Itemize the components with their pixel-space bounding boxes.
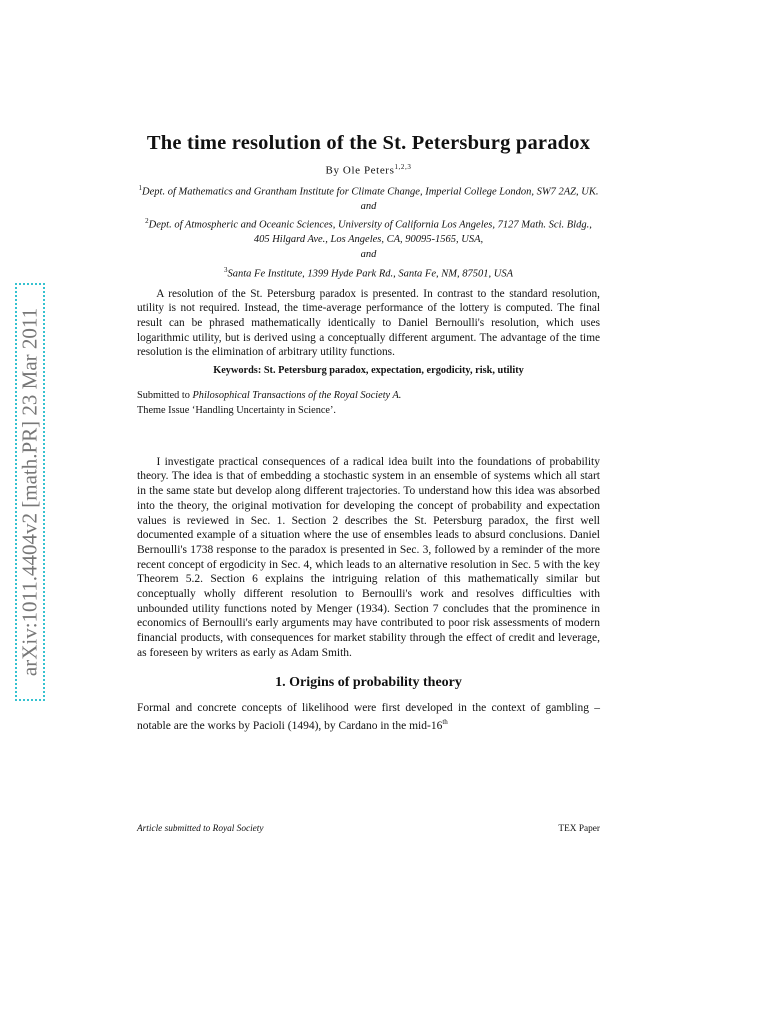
paper-title: The time resolution of the St. Petersburg paradox <box>146 132 591 154</box>
footer-article-note: Article submitted to Royal Society <box>137 824 264 834</box>
section-1-text: Formal and concrete concepts of likelihood were first developed in the context of gambling – notable are the works by Pacioli (1494), by Cardano in the mid-16th <box>137 701 600 733</box>
affiliation-separator: and <box>360 200 377 212</box>
introduction-paragraph: I investigate practical consequences of a radical idea built into the foundations of probability theory. The idea is that of embedding a stochastic system in an ensemble of systems which all start in the same state but develop along different trajectories. To understand how this idea was absorbed into the theory, the original motivation for developing the concept of probability and expectation values is reviewed in Sec. 1. Section 2 describes the St. Petersburg paradox, the first well documented example of a situation where the use of ensembles leads to absurd conclusions. Daniel Bernoulli's 1738 response to the paradox is presented in Sec. 3, followed by a reminder of the more recent concept of ergodicity in Sec. 4, which leads to an alternative resolution in Sec. 5 with the key Theorem 5.2. Section 6 explains the intriguing relation of this mathematically similar but conceptually wholly different resolution to Bernoulli's work and resolves difficulties with unbounded utility functions noted by Menger (1934). Section 7 concludes that the prominence in economics of Bernoulli's early arguments may have contributed to poor risk assessments of modern financial products, with consequences for market stability through the effect of credit and leverage, as foreseen by writers as early as Adam Smith. <box>137 455 600 659</box>
section-1-heading: 1. Origins of probability theory <box>275 674 462 690</box>
journal-name: Philosophical Transactions of the Royal Society A. <box>192 389 402 401</box>
abstract: A resolution of the St. Petersburg paradox is presented. In contrast to the standard resolution, utility is not required. Instead, the time-average performance of the lottery is computed. The final result can be phrased mathematically identically to Daniel Bernoulli's resolution, which uses logarithmic utility, but is derived using a conceptually different argument. The advantage of the time resolution is the elimination of arbitrary utility functions. <box>137 287 600 359</box>
arxiv-identifier-stamp[interactable] <box>15 283 45 701</box>
footer-tex-paper: TEX Paper <box>558 824 600 834</box>
author-line <box>137 163 600 177</box>
submission-note: Submitted to Philosophical Transactions of the Royal Society A. Theme Issue ‘Handling Uncertainty in Science’. <box>137 388 600 418</box>
author-superscript: 1,2,3 <box>394 163 412 171</box>
affiliation-1: $^1$Dept. of Mathematics and Grantham Institute for Climate Change, Imperial College London, SW7 2AZ, UK. <box>138 183 599 198</box>
affiliation-3: $^3$Santa Fe Institute, 1399 Hyde Park Rd., Santa Fe, NM, 87501, USA <box>224 265 513 280</box>
paper-page <box>137 130 600 734</box>
affiliation-2: $^2$Dept. of Atmospheric and Oceanic Sciences, University of California Los Angeles, 7127 Math. Sci. Bldg., 405 Hilgard Ave., Los Angeles, CA, 90095-1565, USA, <box>145 217 592 246</box>
keywords: Keywords: St. Petersburg paradox, expectation, ergodicity, risk, utility <box>213 364 524 376</box>
affiliation-separator: and <box>360 249 377 261</box>
arxiv-identifier-text: arXiv:1011.4404v2 [math.PR] 23 Mar 2011 <box>17 307 42 677</box>
page-footer <box>137 824 600 834</box>
theme-issue: Theme Issue ‘Handling Uncertainty in Science’. <box>137 404 337 416</box>
affiliations <box>137 181 600 282</box>
author-name: By Ole Peters <box>325 164 395 177</box>
